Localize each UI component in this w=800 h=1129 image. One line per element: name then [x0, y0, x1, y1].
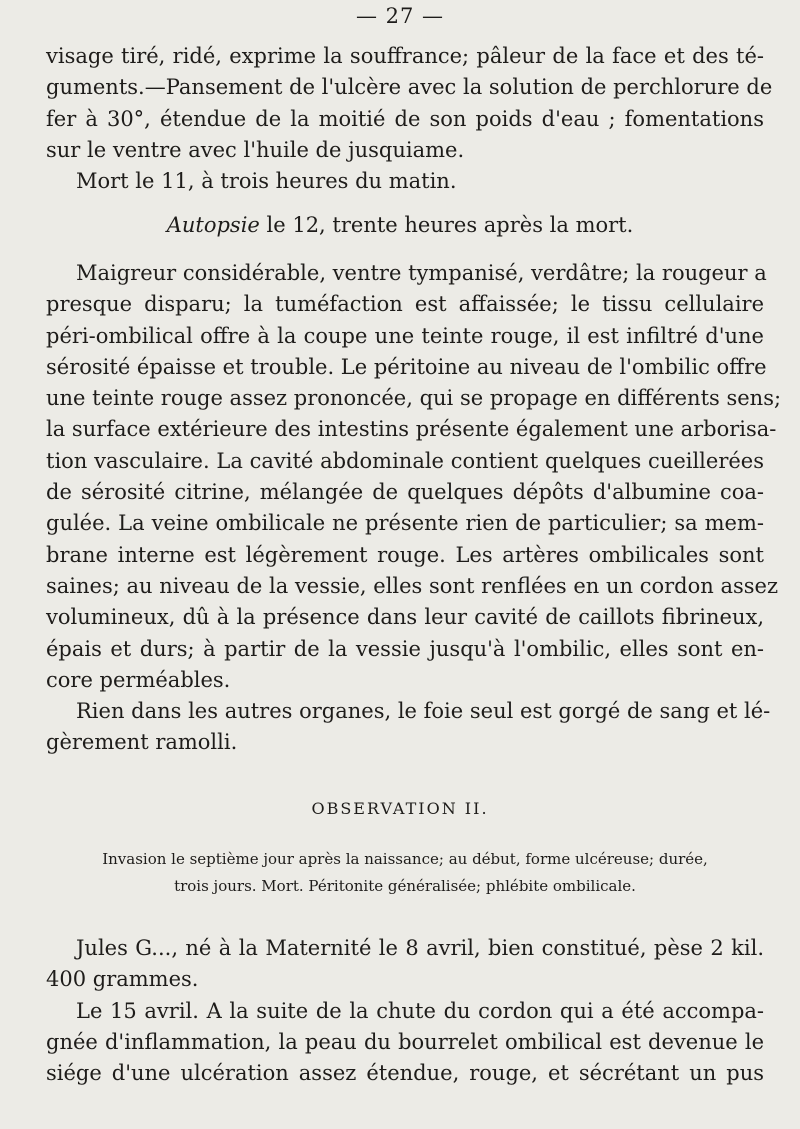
summary-line: trois jours. Mort. Péritonite généralisée; phlébite ombilicale.: [174, 877, 636, 895]
death-line: Mort le 11, à trois heures du matin.: [76, 169, 457, 194]
case-paragraph: [46, 933, 764, 1089]
text-line: la surface extérieure des intestins présente également une arborisa-: [46, 417, 777, 442]
text-line: Le 15 avril. A la suite de la chute du cordon qui a été accompa-: [76, 998, 764, 1023]
text-line: péri-ombilical offre à la coupe une teinte rouge, il est infiltré d'une: [46, 323, 764, 348]
autopsy-heading-rest: le 12, trente heures après la mort.: [259, 213, 634, 237]
continuation-paragraph: [46, 41, 773, 197]
text-line: siége d'une ulcération assez étendue, rouge, et sécrétant un pus: [46, 1061, 764, 1086]
text-line: saines; au niveau de la vessie, elles sont renflées en un cordon assez: [46, 573, 779, 598]
text-line: brane interne est légèrement rouge. Les artères ombilicales sont: [46, 542, 764, 567]
autopsy-heading: [0, 213, 800, 237]
text-line: gulée. La veine ombilicale ne présente rien de particulier; sa mem-: [46, 511, 764, 536]
text-line: fer à 30°, étendue de la moitié de son poids d'eau ; fomentations: [46, 106, 764, 131]
text-line: sérosité épaisse et trouble. Le péritoine au niveau de l'ombilic offre: [46, 354, 767, 379]
text-line: Rien dans les autres organes, le foie seul est gorgé de sang et lé-: [76, 699, 771, 724]
text-line: gnée d'inflammation, la peau du bourrelet ombilical est devenue le: [46, 1029, 764, 1054]
text-line: Maigreur considérable, ventre tympanisé, verdâtre; la rougeur a: [76, 261, 767, 285]
text-line: volumineux, dû à la présence dans leur cavité de caillots fibrineux,: [46, 605, 764, 630]
text-line: de sérosité citrine, mélangée de quelques dépôts d'albumine coa-: [46, 480, 764, 505]
text-line: visage tiré, ridé, exprime la souffrance; pâleur de la face et des té-: [46, 44, 764, 68]
text-line: sur le ventre avec l'huile de jusquiame.: [46, 137, 465, 162]
text-line: épais et durs; à partir de la vessie jusqu'à l'ombilic, elles sont en-: [46, 636, 764, 661]
text-line: gèrement ramolli.: [46, 730, 238, 755]
text-line: une teinte rouge assez prononcée, qui se propage en différents sens;: [46, 386, 782, 411]
observation-summary: [46, 846, 764, 900]
autopsy-heading-italic: Autopsie: [166, 213, 260, 237]
autopsy-paragraph: [46, 258, 782, 759]
summary-line: Invasion le septième jour après la naissance; au début, forme ulcéreuse; durée,: [102, 850, 708, 868]
observation-title: OBSERVATION II.: [311, 799, 489, 818]
text-line: core perméables.: [46, 667, 231, 692]
page-number: — 27 —: [355, 4, 445, 28]
text-line: Jules G..., né à la Maternité le 8 avril, bien constitué, pèse 2 kil.: [76, 936, 764, 960]
text-line: 400 grammes.: [46, 967, 199, 992]
text-line: tion vasculaire. La cavité abdominale contient quelques cueillerées: [46, 448, 764, 473]
text-line: guments.—Pansement de l'ulcère avec la solution de perchlorure de: [46, 75, 773, 100]
text-line: presque disparu; la tuméfaction est affaissée; le tissu cellulaire: [46, 292, 764, 317]
